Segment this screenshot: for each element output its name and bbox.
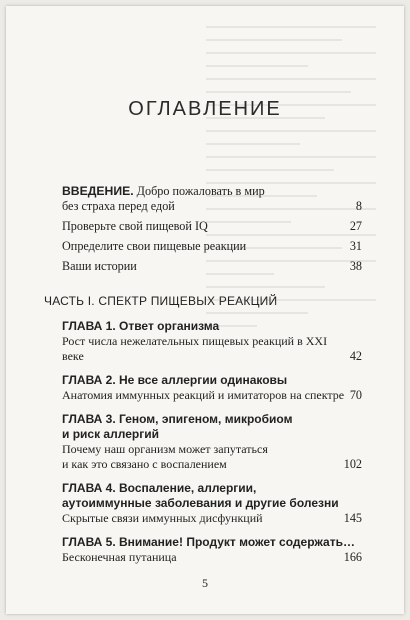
- chapter-title: ГЛАВА 1. Ответ организма: [62, 319, 220, 333]
- toc-entry-page: 38: [349, 259, 362, 273]
- chapter-entry-3[interactable]: [62, 412, 362, 472]
- chapter-desc: Рост числа нежелательных пищевых реакций в XXI веке: [62, 334, 328, 363]
- chapter-page: 102: [343, 457, 362, 471]
- toc-entry-page: 27: [349, 219, 362, 233]
- chapter-page: 42: [349, 349, 362, 363]
- chapter-title: ГЛАВА 2. Не все аллергии одинаковы: [62, 373, 288, 387]
- toc-entry-label: Ваши истории: [62, 259, 137, 273]
- part-heading: ЧАСТЬ I. СПЕКТР ПИЩЕВЫХ РЕАКЦИЙ: [44, 294, 278, 308]
- intro-heading-line2-row: [62, 199, 362, 214]
- chapter-desc: Скрытые связи иммунных дисфункций: [62, 511, 263, 525]
- chapter-page: 166: [343, 550, 362, 564]
- toc-entry[interactable]: [62, 219, 362, 234]
- intro-heading-line2: без страха перед едой: [62, 199, 175, 213]
- chapter-entry-5[interactable]: [62, 535, 362, 565]
- chapter-desc: Бесконечная путаница: [62, 550, 177, 564]
- chapter-title: ГЛАВА 5. Внимание! Продукт может содержать…: [62, 535, 355, 549]
- chapter-desc: Анатомия иммунных реакций и имитаторов на спектре: [62, 388, 345, 402]
- intro-heading-bold: ВВЕДЕНИЕ.: [62, 184, 134, 198]
- toc-entry[interactable]: [62, 259, 362, 274]
- chapter-title-line2: аутоиммунные заболевания и другие болезни: [62, 496, 339, 510]
- intro-page: 8: [355, 199, 362, 213]
- toc-entry-label: Проверьте свой пищевой IQ: [62, 219, 208, 233]
- intro-heading-line1: [62, 184, 362, 199]
- chapter-list: [62, 319, 362, 574]
- chapter-entry-2[interactable]: [62, 373, 362, 403]
- chapter-title-line1: ГЛАВА 3. Геном, эпигеном, микробиом: [62, 412, 293, 426]
- page-number: 5: [202, 576, 208, 590]
- toc-title: ОГЛАВЛЕНИЕ: [128, 98, 282, 120]
- toc-entry-page: 31: [349, 239, 362, 253]
- chapter-title-line2: и риск аллергий: [62, 427, 159, 441]
- chapter-entry-1[interactable]: [62, 319, 362, 364]
- book-page: [6, 6, 404, 614]
- toc-entry[interactable]: [62, 239, 362, 254]
- chapter-desc-line2: и как это связано с воспалением: [62, 457, 227, 471]
- chapter-title-line1: ГЛАВА 4. Воспаление, аллергии,: [62, 481, 257, 495]
- intro-section: [62, 184, 362, 274]
- chapter-page: 70: [349, 388, 362, 402]
- toc-entry-label: Определите свои пищевые реакции: [62, 239, 247, 253]
- intro-heading-rest: Добро пожаловать в мир: [133, 184, 265, 198]
- chapter-entry-4[interactable]: [62, 481, 362, 526]
- chapter-desc-line1: Почему наш организм может запутаться: [62, 442, 268, 456]
- chapter-page: 145: [343, 511, 362, 525]
